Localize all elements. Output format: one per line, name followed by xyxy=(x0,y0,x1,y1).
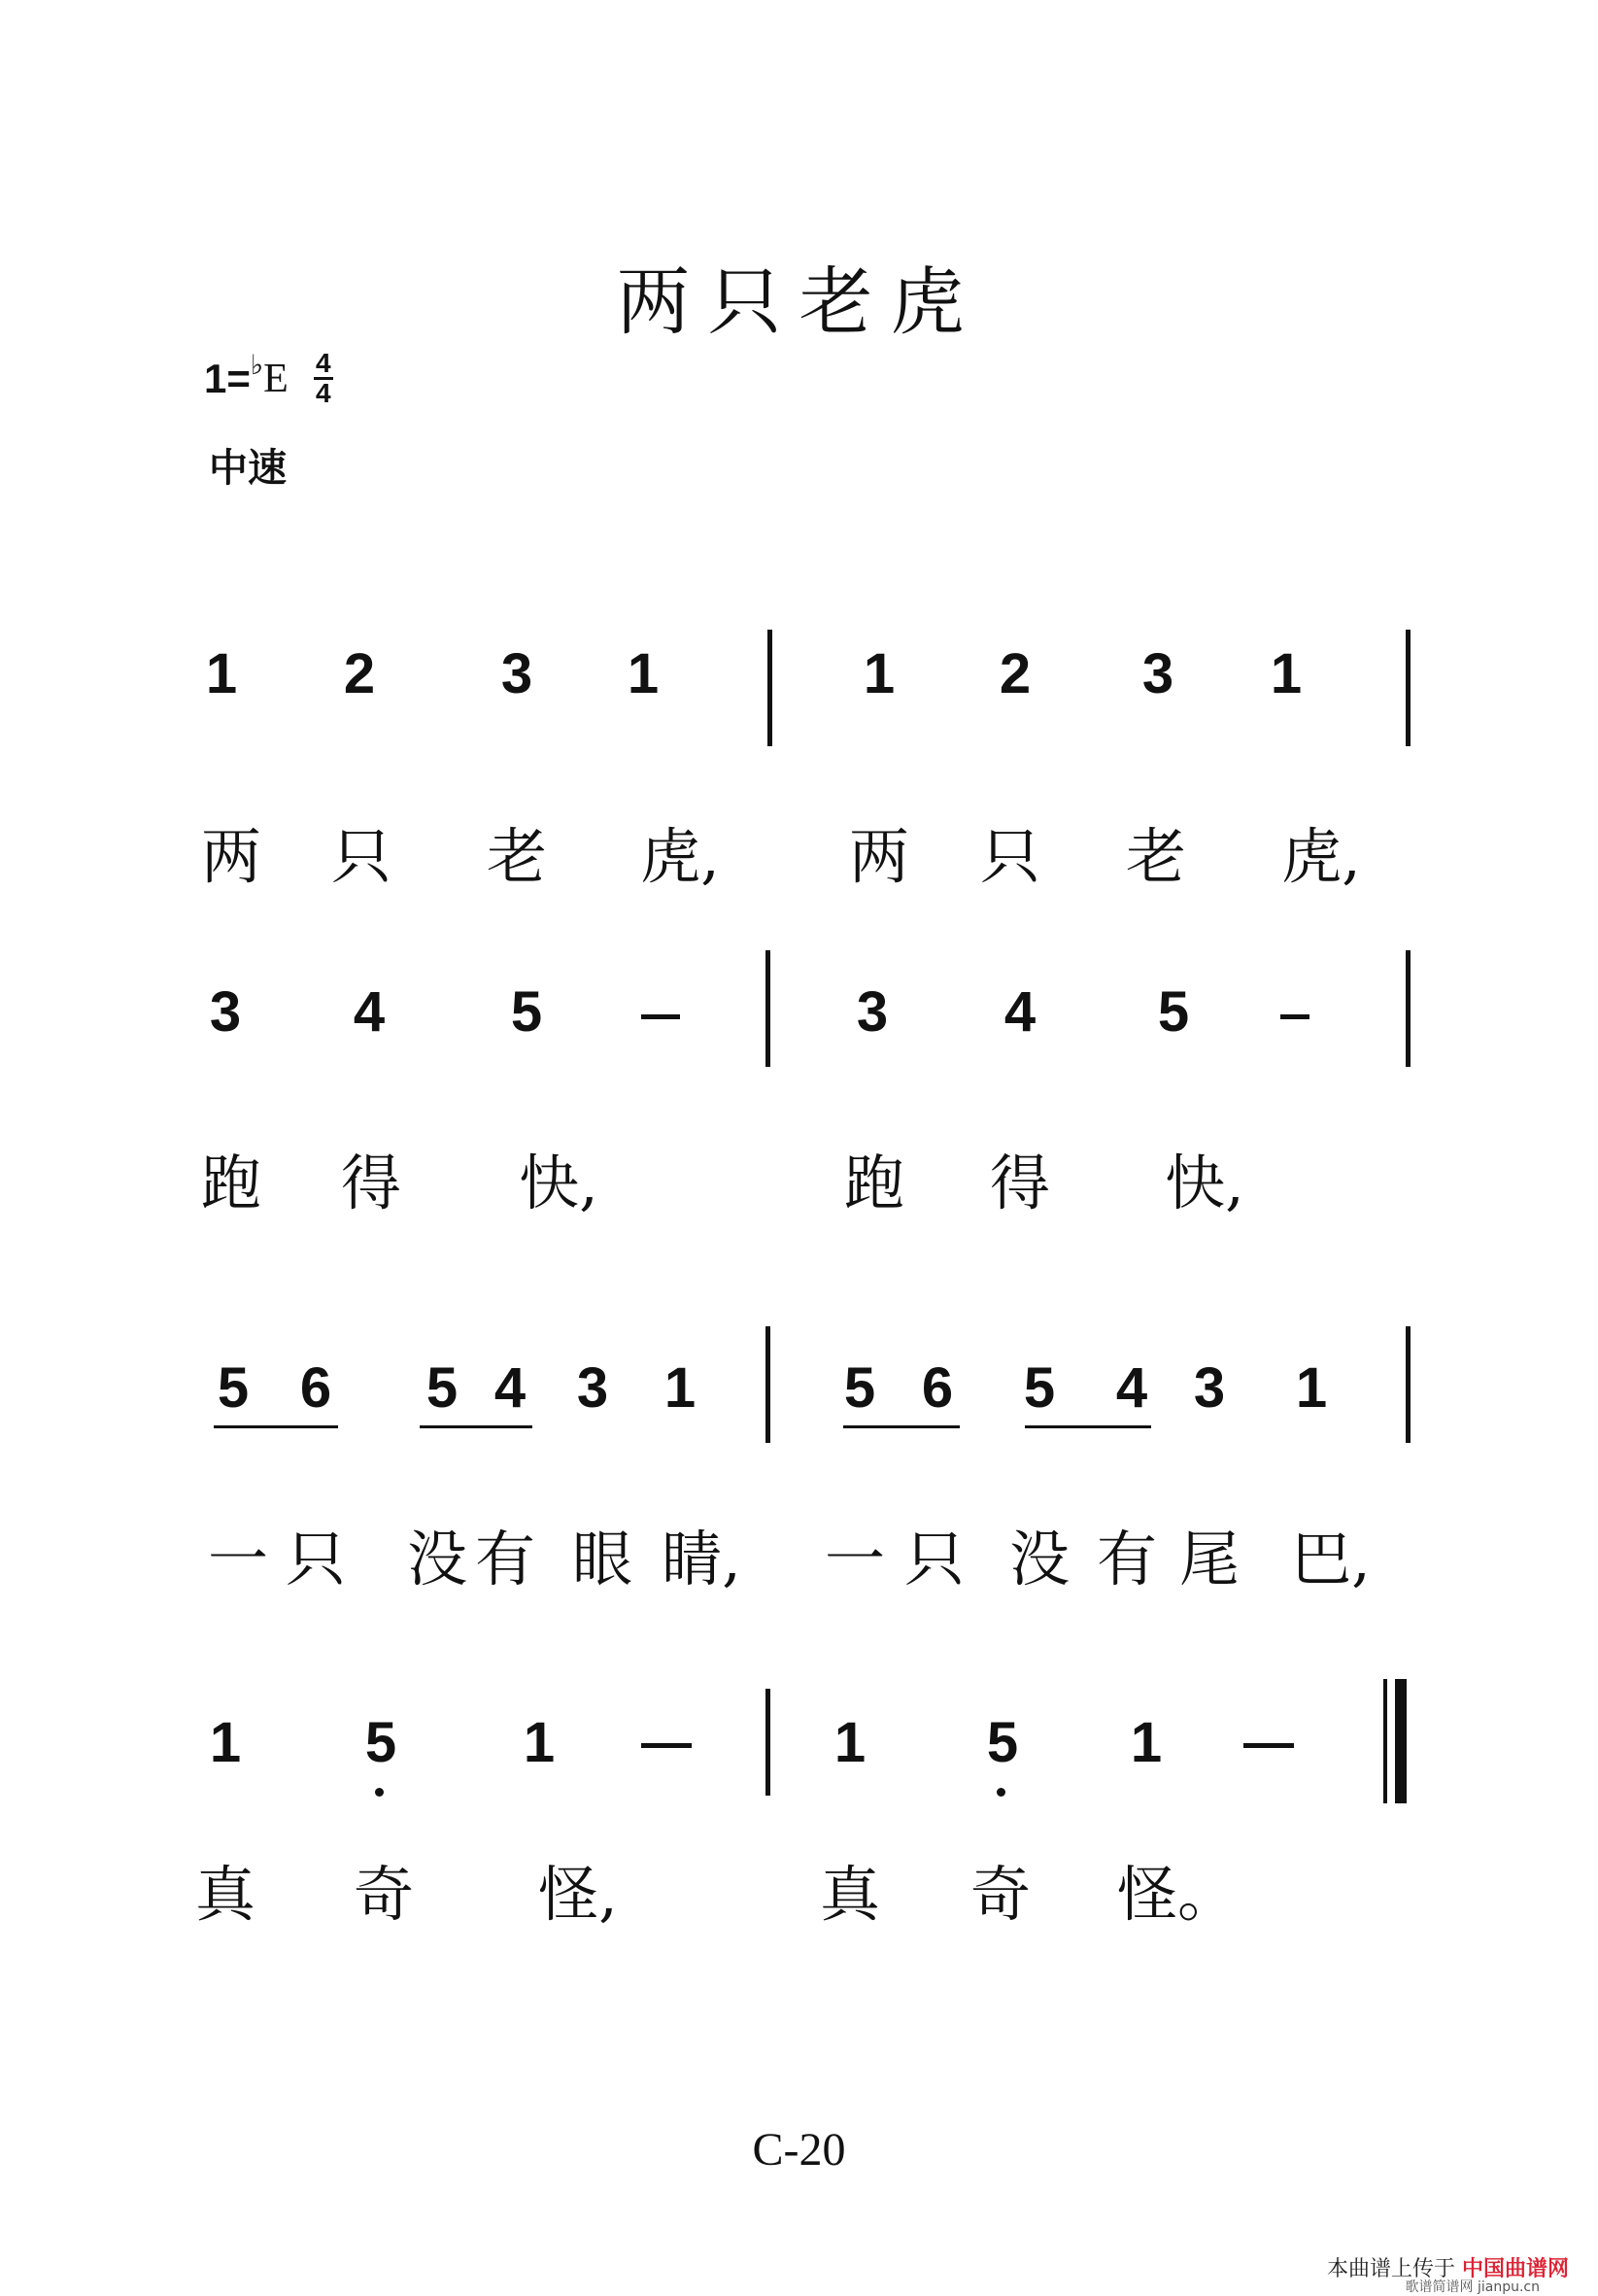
note: 5 xyxy=(364,1711,397,1774)
note: 1 xyxy=(1130,1711,1163,1774)
eighth-underline xyxy=(1025,1425,1151,1428)
final-barline-thin xyxy=(1383,1679,1387,1803)
eighth-underline xyxy=(214,1425,338,1428)
watermark-text: 本曲谱上传于 xyxy=(1326,2257,1455,2281)
sustain-dash xyxy=(1280,1014,1309,1019)
lyrics-row-4 xyxy=(0,1846,1598,1963)
flat-sign: ♭ xyxy=(250,349,264,381)
note: 3 xyxy=(576,1356,609,1420)
lyric: 两 xyxy=(200,821,262,892)
lyric: 只 xyxy=(903,1524,966,1594)
lyrics-row-2 xyxy=(0,1135,1598,1251)
barline xyxy=(1406,950,1411,1067)
lyric: 得 xyxy=(989,1148,1051,1218)
lyric: 老 xyxy=(1125,821,1187,892)
lyric: 真 xyxy=(194,1859,256,1930)
lyric: 怪。 xyxy=(1116,1859,1239,1930)
note: 4 xyxy=(353,980,386,1044)
sustain-dash xyxy=(1243,1743,1294,1748)
lyric: 虎, xyxy=(1281,821,1361,892)
note: 1 xyxy=(209,1711,242,1774)
barline xyxy=(767,630,772,746)
key-signature xyxy=(204,350,333,407)
note: 1 xyxy=(1295,1356,1328,1420)
note: 5 xyxy=(510,980,543,1044)
lyric: 一 xyxy=(824,1524,886,1594)
note: 2 xyxy=(343,642,376,705)
note: 5 xyxy=(843,1356,876,1420)
lyrics-row-3 xyxy=(0,1511,1598,1628)
lyric: 只 xyxy=(285,1524,347,1594)
lyric: 眼 xyxy=(571,1524,633,1594)
low-octave-dot xyxy=(997,1788,1005,1797)
note: 1 xyxy=(523,1711,556,1774)
lyrics-row-1 xyxy=(0,808,1598,925)
lyric: 虎, xyxy=(640,821,720,892)
key-note: E xyxy=(263,356,289,401)
note: 5 xyxy=(1157,980,1190,1044)
note: 1 xyxy=(1270,642,1303,705)
meter-top: 4 xyxy=(315,348,331,378)
note: 6 xyxy=(921,1356,954,1420)
lyric: 一 xyxy=(207,1524,269,1594)
sustain-dash xyxy=(641,1743,692,1748)
note: 1 xyxy=(205,642,238,705)
key-label: 1= xyxy=(204,355,251,401)
watermark-brand: 中国曲谱网 xyxy=(1461,2257,1569,2281)
watermark-url: 歌谱简谱网 jianpu.cn xyxy=(1405,2279,1540,2295)
note: 1 xyxy=(833,1711,867,1774)
meter-bottom: 4 xyxy=(315,378,331,408)
barline xyxy=(765,950,770,1067)
note: 1 xyxy=(663,1356,697,1420)
note: 3 xyxy=(1141,642,1174,705)
lyric: 快, xyxy=(1165,1148,1244,1218)
lyric: 睛, xyxy=(662,1524,741,1594)
barline xyxy=(1406,1326,1411,1443)
note: 2 xyxy=(999,642,1032,705)
lyric: 跑 xyxy=(200,1148,262,1218)
lyric: 尾 xyxy=(1178,1524,1241,1594)
eighth-underline xyxy=(420,1425,532,1428)
lyric: 奇 xyxy=(969,1859,1032,1930)
notes-row-4 xyxy=(0,1710,1598,1827)
barline xyxy=(765,1689,770,1796)
low-octave-dot xyxy=(375,1788,384,1797)
lyric: 没 xyxy=(1008,1524,1071,1594)
notes-row-3 xyxy=(0,1355,1598,1472)
note: 5 xyxy=(986,1711,1019,1774)
notes-row-2 xyxy=(0,979,1598,1096)
lyric: 两 xyxy=(848,821,910,892)
note: 6 xyxy=(299,1356,332,1420)
note: 3 xyxy=(856,980,889,1044)
barline xyxy=(1406,630,1411,746)
lyric: 老 xyxy=(486,821,548,892)
lyric: 只 xyxy=(330,821,392,892)
final-barline-thick xyxy=(1395,1679,1407,1803)
time-signature xyxy=(314,350,333,407)
note: 3 xyxy=(500,642,533,705)
note: 3 xyxy=(1193,1356,1226,1420)
eighth-underline xyxy=(843,1425,960,1428)
lyric: 快, xyxy=(519,1148,598,1218)
note: 4 xyxy=(1115,1356,1148,1420)
lyric: 有 xyxy=(1096,1524,1158,1594)
lyric: 跑 xyxy=(843,1148,905,1218)
lyric: 没 xyxy=(406,1524,468,1594)
tempo-marking: 中速 xyxy=(209,446,287,491)
note: 5 xyxy=(425,1356,459,1420)
barline xyxy=(765,1326,770,1443)
note: 4 xyxy=(1003,980,1037,1044)
note: 5 xyxy=(217,1356,250,1420)
lyric: 怪, xyxy=(538,1859,618,1930)
song-title: 两只老虎 xyxy=(616,258,982,345)
note: 3 xyxy=(209,980,242,1044)
lyric: 真 xyxy=(819,1859,881,1930)
lyric: 得 xyxy=(340,1148,402,1218)
note: 1 xyxy=(863,642,896,705)
lyric: 巴, xyxy=(1291,1524,1371,1594)
lyric: 奇 xyxy=(353,1859,415,1930)
note: 4 xyxy=(493,1356,527,1420)
lyric: 只 xyxy=(979,821,1041,892)
sustain-dash xyxy=(641,1014,680,1019)
note: 5 xyxy=(1023,1356,1056,1420)
lyric: 有 xyxy=(474,1524,536,1594)
page-number: C-20 xyxy=(752,2124,846,2176)
note: 1 xyxy=(627,642,660,705)
notes-row-1 xyxy=(0,641,1598,758)
